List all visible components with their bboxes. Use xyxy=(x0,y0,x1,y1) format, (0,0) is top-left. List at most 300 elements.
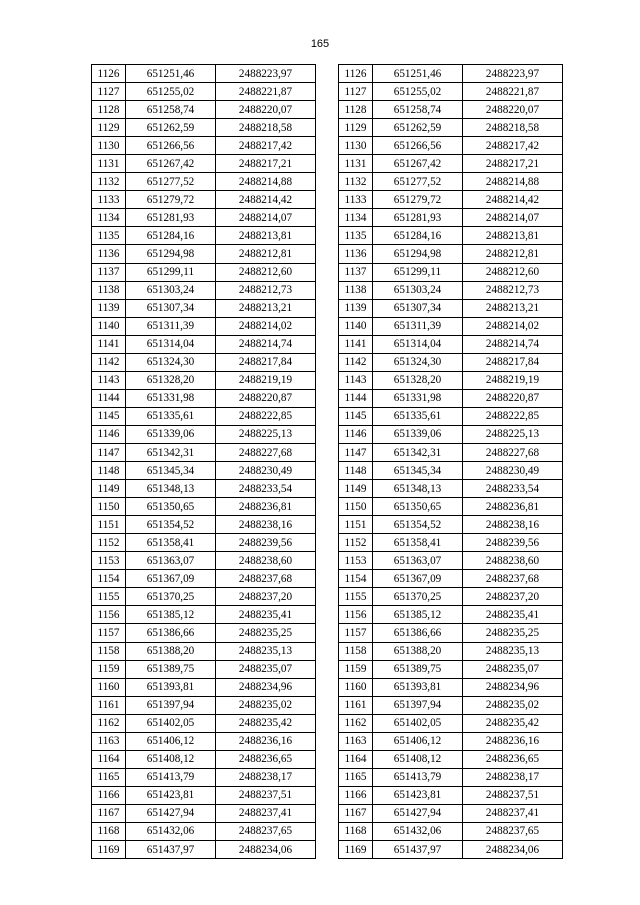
y-coordinate-cell: 2488238,17 xyxy=(216,768,316,786)
point-number-cell: 1145 xyxy=(339,407,373,425)
x-coordinate-cell: 651281,93 xyxy=(373,209,463,227)
x-coordinate-cell: 651427,94 xyxy=(126,804,216,822)
table-row xyxy=(92,155,316,173)
x-coordinate-cell: 651342,31 xyxy=(126,443,216,461)
x-coordinate-cell: 651307,34 xyxy=(373,299,463,317)
y-coordinate-cell: 2488223,97 xyxy=(216,65,316,83)
y-coordinate-cell: 2488220,07 xyxy=(463,101,563,119)
point-number-cell: 1152 xyxy=(92,534,126,552)
y-coordinate-cell: 2488235,02 xyxy=(463,696,563,714)
y-coordinate-cell: 2488217,84 xyxy=(216,353,316,371)
point-number-cell: 1166 xyxy=(92,786,126,804)
y-coordinate-cell: 2488219,19 xyxy=(463,371,563,389)
y-coordinate-cell: 2488230,49 xyxy=(216,462,316,480)
table-row xyxy=(92,696,316,714)
x-coordinate-cell: 651389,75 xyxy=(126,660,216,678)
x-coordinate-cell: 651406,12 xyxy=(373,732,463,750)
point-number-cell: 1142 xyxy=(339,353,373,371)
table-row xyxy=(92,480,316,498)
table-row xyxy=(92,245,316,263)
point-number-cell: 1159 xyxy=(339,660,373,678)
table-row xyxy=(92,119,316,137)
y-coordinate-cell: 2488238,17 xyxy=(463,768,563,786)
point-number-cell: 1139 xyxy=(92,299,126,317)
table-row xyxy=(92,317,316,335)
table-row xyxy=(92,83,316,101)
table-row xyxy=(92,570,316,588)
y-coordinate-cell: 2488236,65 xyxy=(216,750,316,768)
x-coordinate-cell: 651437,97 xyxy=(126,841,216,859)
point-number-cell: 1164 xyxy=(339,750,373,768)
table-row xyxy=(339,696,563,714)
x-coordinate-cell: 651354,52 xyxy=(373,516,463,534)
x-coordinate-cell: 651251,46 xyxy=(373,65,463,83)
x-coordinate-cell: 651345,34 xyxy=(373,462,463,480)
x-coordinate-cell: 651328,20 xyxy=(126,371,216,389)
point-number-cell: 1162 xyxy=(339,714,373,732)
table-row xyxy=(339,822,563,840)
y-coordinate-cell: 2488214,74 xyxy=(463,335,563,353)
x-coordinate-cell: 651423,81 xyxy=(373,786,463,804)
point-number-cell: 1151 xyxy=(92,516,126,534)
point-number-cell: 1167 xyxy=(92,804,126,822)
y-coordinate-cell: 2488230,49 xyxy=(463,462,563,480)
x-coordinate-cell: 651258,74 xyxy=(126,101,216,119)
point-number-cell: 1151 xyxy=(339,516,373,534)
y-coordinate-cell: 2488214,07 xyxy=(463,209,563,227)
table-row xyxy=(92,498,316,516)
point-number-cell: 1159 xyxy=(92,660,126,678)
point-number-cell: 1139 xyxy=(339,299,373,317)
point-number-cell: 1147 xyxy=(92,443,126,461)
y-coordinate-cell: 2488212,60 xyxy=(463,263,563,281)
point-number-cell: 1146 xyxy=(92,425,126,443)
table-row xyxy=(339,263,563,281)
point-number-cell: 1143 xyxy=(92,371,126,389)
y-coordinate-cell: 2488235,42 xyxy=(216,714,316,732)
y-coordinate-cell: 2488237,20 xyxy=(463,588,563,606)
x-coordinate-cell: 651350,65 xyxy=(126,498,216,516)
x-coordinate-cell: 651389,75 xyxy=(373,660,463,678)
table-row xyxy=(339,83,563,101)
x-coordinate-cell: 651432,06 xyxy=(373,822,463,840)
table-row xyxy=(92,191,316,209)
point-number-cell: 1127 xyxy=(339,83,373,101)
table-row xyxy=(92,389,316,407)
x-coordinate-cell: 651331,98 xyxy=(373,389,463,407)
point-number-cell: 1162 xyxy=(92,714,126,732)
point-number-cell: 1168 xyxy=(92,822,126,840)
y-coordinate-cell: 2488227,68 xyxy=(216,443,316,461)
x-coordinate-cell: 651266,56 xyxy=(373,137,463,155)
y-coordinate-cell: 2488235,13 xyxy=(463,642,563,660)
y-coordinate-cell: 2488237,65 xyxy=(216,822,316,840)
table-row xyxy=(92,624,316,642)
table-row xyxy=(92,263,316,281)
table-row xyxy=(92,335,316,353)
x-coordinate-cell: 651284,16 xyxy=(373,227,463,245)
x-coordinate-cell: 651370,25 xyxy=(373,588,463,606)
table-row xyxy=(92,768,316,786)
table-row xyxy=(339,570,563,588)
point-number-cell: 1138 xyxy=(339,281,373,299)
y-coordinate-cell: 2488218,58 xyxy=(463,119,563,137)
y-coordinate-cell: 2488235,02 xyxy=(216,696,316,714)
x-coordinate-cell: 651314,04 xyxy=(373,335,463,353)
x-coordinate-cell: 651284,16 xyxy=(126,227,216,245)
y-coordinate-cell: 2488225,13 xyxy=(216,425,316,443)
point-number-cell: 1128 xyxy=(92,101,126,119)
y-coordinate-cell: 2488235,13 xyxy=(216,642,316,660)
y-coordinate-cell: 2488237,68 xyxy=(216,570,316,588)
y-coordinate-cell: 2488218,58 xyxy=(216,119,316,137)
x-coordinate-cell: 651262,59 xyxy=(373,119,463,137)
x-coordinate-cell: 651393,81 xyxy=(373,678,463,696)
point-number-cell: 1163 xyxy=(339,732,373,750)
point-number-cell: 1150 xyxy=(92,498,126,516)
point-number-cell: 1133 xyxy=(92,191,126,209)
y-coordinate-cell: 2488234,96 xyxy=(216,678,316,696)
point-number-cell: 1126 xyxy=(339,65,373,83)
table-row xyxy=(339,516,563,534)
point-number-cell: 1130 xyxy=(92,137,126,155)
table-row xyxy=(92,371,316,389)
x-coordinate-cell: 651335,61 xyxy=(126,407,216,425)
table-row xyxy=(92,516,316,534)
y-coordinate-cell: 2488212,81 xyxy=(216,245,316,263)
y-coordinate-cell: 2488236,81 xyxy=(216,498,316,516)
y-coordinate-cell: 2488221,87 xyxy=(463,83,563,101)
table-row xyxy=(92,65,316,83)
point-number-cell: 1141 xyxy=(339,335,373,353)
point-number-cell: 1144 xyxy=(339,389,373,407)
point-number-cell: 1161 xyxy=(92,696,126,714)
x-coordinate-cell: 651303,24 xyxy=(126,281,216,299)
y-coordinate-cell: 2488217,84 xyxy=(463,353,563,371)
x-coordinate-cell: 651402,05 xyxy=(373,714,463,732)
table-row xyxy=(339,173,563,191)
table-row xyxy=(339,786,563,804)
y-coordinate-cell: 2488214,42 xyxy=(216,191,316,209)
x-coordinate-cell: 651408,12 xyxy=(126,750,216,768)
table-row xyxy=(339,407,563,425)
point-number-cell: 1135 xyxy=(92,227,126,245)
y-coordinate-cell: 2488237,41 xyxy=(463,804,563,822)
table-row xyxy=(339,462,563,480)
y-coordinate-cell: 2488238,60 xyxy=(463,552,563,570)
point-number-cell: 1154 xyxy=(92,570,126,588)
y-coordinate-cell: 2488233,54 xyxy=(463,480,563,498)
table-row xyxy=(92,588,316,606)
point-number-cell: 1149 xyxy=(92,480,126,498)
x-coordinate-cell: 651370,25 xyxy=(126,588,216,606)
x-coordinate-cell: 651350,65 xyxy=(373,498,463,516)
x-coordinate-cell: 651348,13 xyxy=(373,480,463,498)
table-row xyxy=(339,353,563,371)
point-number-cell: 1155 xyxy=(339,588,373,606)
point-number-cell: 1140 xyxy=(339,317,373,335)
table-row xyxy=(92,534,316,552)
x-coordinate-cell: 651413,79 xyxy=(126,768,216,786)
x-coordinate-cell: 651423,81 xyxy=(126,786,216,804)
point-number-cell: 1164 xyxy=(92,750,126,768)
table-row xyxy=(339,642,563,660)
y-coordinate-cell: 2488239,56 xyxy=(216,534,316,552)
table-row xyxy=(92,443,316,461)
y-coordinate-cell: 2488236,81 xyxy=(463,498,563,516)
table-row xyxy=(339,317,563,335)
y-coordinate-cell: 2488234,96 xyxy=(463,678,563,696)
table-row xyxy=(92,281,316,299)
x-coordinate-cell: 651331,98 xyxy=(126,389,216,407)
y-coordinate-cell: 2488214,02 xyxy=(216,317,316,335)
y-coordinate-cell: 2488236,16 xyxy=(216,732,316,750)
table-row xyxy=(92,606,316,624)
table-row xyxy=(339,191,563,209)
table-row xyxy=(339,624,563,642)
point-number-cell: 1127 xyxy=(92,83,126,101)
point-number-cell: 1149 xyxy=(339,480,373,498)
y-coordinate-cell: 2488233,54 xyxy=(216,480,316,498)
point-number-cell: 1165 xyxy=(92,768,126,786)
y-coordinate-cell: 2488235,25 xyxy=(463,624,563,642)
y-coordinate-cell: 2488214,88 xyxy=(216,173,316,191)
x-coordinate-cell: 651307,34 xyxy=(126,299,216,317)
y-coordinate-cell: 2488237,68 xyxy=(463,570,563,588)
x-coordinate-cell: 651255,02 xyxy=(126,83,216,101)
y-coordinate-cell: 2488217,21 xyxy=(216,155,316,173)
x-coordinate-cell: 651266,56 xyxy=(126,137,216,155)
y-coordinate-cell: 2488213,81 xyxy=(463,227,563,245)
y-coordinate-cell: 2488222,85 xyxy=(216,407,316,425)
coordinates-table-right xyxy=(338,64,563,859)
point-number-cell: 1132 xyxy=(339,173,373,191)
y-coordinate-cell: 2488236,16 xyxy=(463,732,563,750)
y-coordinate-cell: 2488235,41 xyxy=(463,606,563,624)
point-number-cell: 1157 xyxy=(339,624,373,642)
y-coordinate-cell: 2488221,87 xyxy=(216,83,316,101)
table-row xyxy=(92,407,316,425)
x-coordinate-cell: 651311,39 xyxy=(373,317,463,335)
y-coordinate-cell: 2488217,42 xyxy=(216,137,316,155)
point-number-cell: 1156 xyxy=(339,606,373,624)
point-number-cell: 1130 xyxy=(339,137,373,155)
x-coordinate-cell: 651432,06 xyxy=(126,822,216,840)
x-coordinate-cell: 651277,52 xyxy=(373,173,463,191)
point-number-cell: 1129 xyxy=(92,119,126,137)
point-number-cell: 1166 xyxy=(339,786,373,804)
table-row xyxy=(92,841,316,859)
x-coordinate-cell: 651397,94 xyxy=(373,696,463,714)
x-coordinate-cell: 651386,66 xyxy=(126,624,216,642)
point-number-cell: 1141 xyxy=(92,335,126,353)
y-coordinate-cell: 2488235,07 xyxy=(463,660,563,678)
table-row xyxy=(92,299,316,317)
y-coordinate-cell: 2488223,97 xyxy=(463,65,563,83)
y-coordinate-cell: 2488227,68 xyxy=(463,443,563,461)
point-number-cell: 1169 xyxy=(339,841,373,859)
y-coordinate-cell: 2488236,65 xyxy=(463,750,563,768)
x-coordinate-cell: 651335,61 xyxy=(373,407,463,425)
point-number-cell: 1129 xyxy=(339,119,373,137)
y-coordinate-cell: 2488214,74 xyxy=(216,335,316,353)
x-coordinate-cell: 651281,93 xyxy=(126,209,216,227)
x-coordinate-cell: 651354,52 xyxy=(126,516,216,534)
table-row xyxy=(92,732,316,750)
x-coordinate-cell: 651251,46 xyxy=(126,65,216,83)
point-number-cell: 1136 xyxy=(339,245,373,263)
y-coordinate-cell: 2488235,07 xyxy=(216,660,316,678)
x-coordinate-cell: 651277,52 xyxy=(126,173,216,191)
table-row xyxy=(92,137,316,155)
page-number: 165 xyxy=(310,38,330,50)
table-row xyxy=(339,443,563,461)
point-number-cell: 1150 xyxy=(339,498,373,516)
point-number-cell: 1155 xyxy=(92,588,126,606)
y-coordinate-cell: 2488239,56 xyxy=(463,534,563,552)
table-row xyxy=(339,101,563,119)
table-row xyxy=(339,732,563,750)
point-number-cell: 1148 xyxy=(92,462,126,480)
y-coordinate-cell: 2488217,21 xyxy=(463,155,563,173)
y-coordinate-cell: 2488213,21 xyxy=(463,299,563,317)
x-coordinate-cell: 651358,41 xyxy=(126,534,216,552)
table-row xyxy=(339,299,563,317)
table-row xyxy=(92,353,316,371)
x-coordinate-cell: 651388,20 xyxy=(373,642,463,660)
table-row xyxy=(339,335,563,353)
x-coordinate-cell: 651393,81 xyxy=(126,678,216,696)
point-number-cell: 1145 xyxy=(92,407,126,425)
x-coordinate-cell: 651267,42 xyxy=(126,155,216,173)
table-row xyxy=(339,588,563,606)
table-row xyxy=(92,750,316,768)
table-row xyxy=(339,155,563,173)
x-coordinate-cell: 651339,06 xyxy=(126,425,216,443)
point-number-cell: 1142 xyxy=(92,353,126,371)
point-number-cell: 1148 xyxy=(339,462,373,480)
y-coordinate-cell: 2488235,41 xyxy=(216,606,316,624)
point-number-cell: 1126 xyxy=(92,65,126,83)
table-row xyxy=(92,822,316,840)
x-coordinate-cell: 651367,09 xyxy=(373,570,463,588)
x-coordinate-cell: 651397,94 xyxy=(126,696,216,714)
y-coordinate-cell: 2488237,41 xyxy=(216,804,316,822)
table-row xyxy=(339,137,563,155)
table-row xyxy=(339,552,563,570)
table-row xyxy=(339,606,563,624)
x-coordinate-cell: 651402,05 xyxy=(126,714,216,732)
x-coordinate-cell: 651267,42 xyxy=(373,155,463,173)
y-coordinate-cell: 2488237,51 xyxy=(216,786,316,804)
point-number-cell: 1152 xyxy=(339,534,373,552)
x-coordinate-cell: 651363,07 xyxy=(126,552,216,570)
x-coordinate-cell: 651324,30 xyxy=(373,353,463,371)
table-row xyxy=(92,678,316,696)
table-row xyxy=(92,209,316,227)
table-row xyxy=(339,660,563,678)
y-coordinate-cell: 2488238,60 xyxy=(216,552,316,570)
y-coordinate-cell: 2488234,06 xyxy=(216,841,316,859)
point-number-cell: 1140 xyxy=(92,317,126,335)
y-coordinate-cell: 2488237,65 xyxy=(463,822,563,840)
x-coordinate-cell: 651363,07 xyxy=(373,552,463,570)
x-coordinate-cell: 651385,12 xyxy=(373,606,463,624)
point-number-cell: 1160 xyxy=(339,678,373,696)
x-coordinate-cell: 651279,72 xyxy=(373,191,463,209)
point-number-cell: 1153 xyxy=(92,552,126,570)
x-coordinate-cell: 651385,12 xyxy=(126,606,216,624)
x-coordinate-cell: 651437,97 xyxy=(373,841,463,859)
y-coordinate-cell: 2488237,20 xyxy=(216,588,316,606)
x-coordinate-cell: 651342,31 xyxy=(373,443,463,461)
table-row xyxy=(92,101,316,119)
table-row xyxy=(92,786,316,804)
y-coordinate-cell: 2488220,87 xyxy=(216,389,316,407)
y-coordinate-cell: 2488214,02 xyxy=(463,317,563,335)
x-coordinate-cell: 651314,04 xyxy=(126,335,216,353)
point-number-cell: 1134 xyxy=(339,209,373,227)
point-number-cell: 1133 xyxy=(339,191,373,209)
point-number-cell: 1134 xyxy=(92,209,126,227)
table-row xyxy=(339,498,563,516)
y-coordinate-cell: 2488214,88 xyxy=(463,173,563,191)
point-number-cell: 1154 xyxy=(339,570,373,588)
x-coordinate-cell: 651299,11 xyxy=(126,263,216,281)
x-coordinate-cell: 651255,02 xyxy=(373,83,463,101)
point-number-cell: 1132 xyxy=(92,173,126,191)
y-coordinate-cell: 2488222,85 xyxy=(463,407,563,425)
y-coordinate-cell: 2488212,81 xyxy=(463,245,563,263)
point-number-cell: 1168 xyxy=(339,822,373,840)
point-number-cell: 1137 xyxy=(339,263,373,281)
y-coordinate-cell: 2488219,19 xyxy=(216,371,316,389)
x-coordinate-cell: 651367,09 xyxy=(126,570,216,588)
coordinates-table-left xyxy=(91,64,316,859)
x-coordinate-cell: 651358,41 xyxy=(373,534,463,552)
table-row xyxy=(339,227,563,245)
point-number-cell: 1153 xyxy=(339,552,373,570)
point-number-cell: 1163 xyxy=(92,732,126,750)
x-coordinate-cell: 651345,34 xyxy=(126,462,216,480)
table-row xyxy=(92,227,316,245)
y-coordinate-cell: 2488214,07 xyxy=(216,209,316,227)
x-coordinate-cell: 651388,20 xyxy=(126,642,216,660)
point-number-cell: 1137 xyxy=(92,263,126,281)
table-row xyxy=(92,425,316,443)
x-coordinate-cell: 651279,72 xyxy=(126,191,216,209)
table-row xyxy=(339,281,563,299)
y-coordinate-cell: 2488214,42 xyxy=(463,191,563,209)
y-coordinate-cell: 2488237,51 xyxy=(463,786,563,804)
point-number-cell: 1160 xyxy=(92,678,126,696)
y-coordinate-cell: 2488238,16 xyxy=(463,516,563,534)
y-coordinate-cell: 2488238,16 xyxy=(216,516,316,534)
point-number-cell: 1143 xyxy=(339,371,373,389)
x-coordinate-cell: 651294,98 xyxy=(126,245,216,263)
point-number-cell: 1169 xyxy=(92,841,126,859)
point-number-cell: 1135 xyxy=(339,227,373,245)
point-number-cell: 1131 xyxy=(92,155,126,173)
point-number-cell: 1131 xyxy=(339,155,373,173)
table-row xyxy=(339,678,563,696)
point-number-cell: 1158 xyxy=(339,642,373,660)
point-number-cell: 1165 xyxy=(339,768,373,786)
table-row xyxy=(92,714,316,732)
table-row xyxy=(92,462,316,480)
x-coordinate-cell: 651303,24 xyxy=(373,281,463,299)
point-number-cell: 1138 xyxy=(92,281,126,299)
